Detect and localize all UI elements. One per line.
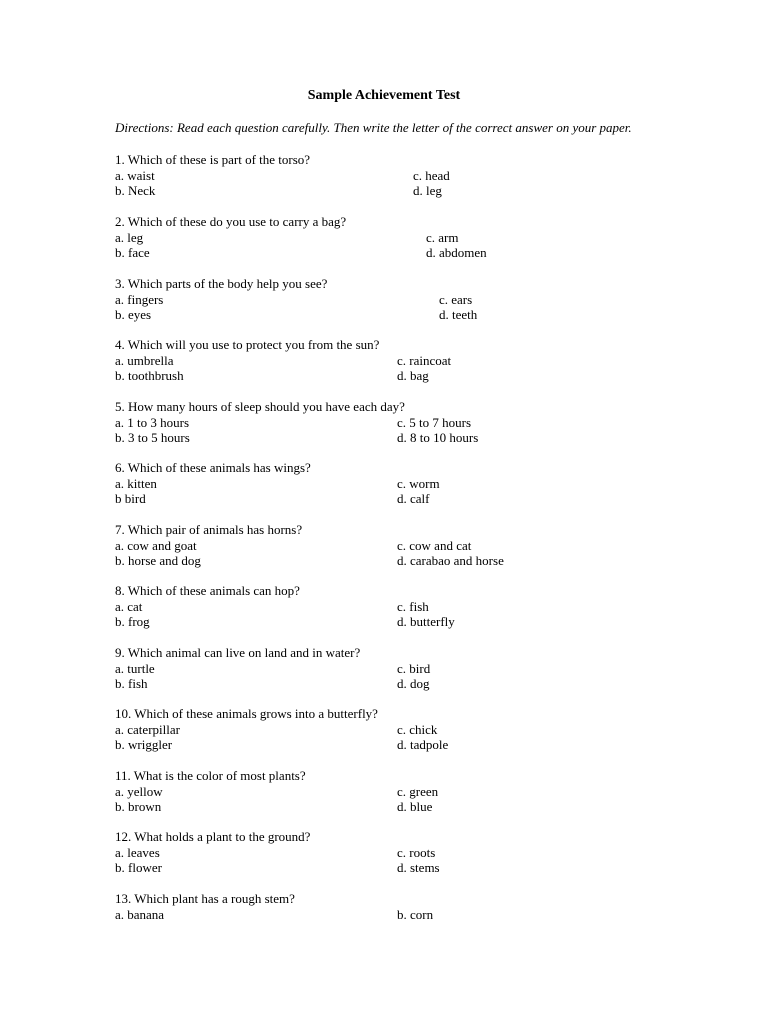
page-title: Sample Achievement Test (307, 88, 461, 103)
option-d: d. butterfly (397, 614, 455, 629)
option-d: d. 8 to 10 hours (397, 430, 479, 445)
question-text: 11. What is the color of most plants? (115, 768, 306, 783)
option-a: a. waist (115, 167, 155, 183)
option-b: b. eyes (115, 307, 152, 322)
option-a: a. leg (115, 229, 144, 245)
question-text: 4. Which will you use to protect you from the sun? (115, 337, 380, 352)
option-b: b. flower (115, 860, 162, 875)
question-text: 12. What holds a plant to the ground? (115, 829, 311, 844)
option-a: a. leaves (115, 844, 160, 860)
option-d: d. dog (397, 676, 430, 691)
option-b: b. horse and dog (115, 553, 201, 568)
option-c: c. chick (397, 721, 438, 737)
option-b: b. brown (115, 799, 162, 814)
option-a: a. 1 to 3 hours (115, 414, 190, 430)
option-c: c. arm (426, 229, 459, 245)
question-text: 13. Which plant has a rough stem? (115, 891, 295, 906)
option-d: d. calf (397, 491, 430, 506)
option-c: c. bird (397, 660, 431, 676)
option-c: c. cow and cat (397, 537, 472, 553)
question-text: 3. Which parts of the body help you see? (115, 276, 328, 291)
question-text: 10. Which of these animals grows into a butterfly? (115, 706, 378, 721)
question-text: 6. Which of these animals has wings? (115, 460, 311, 475)
option-c: c. head (413, 167, 450, 183)
option-a: a. cow and goat (115, 537, 197, 553)
option-a: a. fingers (115, 291, 164, 307)
option-a: a. yellow (115, 783, 163, 799)
option-b: b. toothbrush (115, 368, 184, 383)
option-a: a. caterpillar (115, 721, 180, 737)
question-text: 8. Which of these animals can hop? (115, 583, 300, 598)
option-d: d. teeth (439, 307, 478, 322)
option-a: a. kitten (115, 475, 157, 491)
option-a: a. turtle (115, 660, 155, 676)
option-b: b. frog (115, 614, 150, 629)
option-d: d. blue (397, 799, 433, 814)
option-a: a. cat (115, 598, 143, 614)
option-c: c. worm (397, 475, 440, 491)
question-text: 2. Which of these do you use to carry a bag? (115, 214, 347, 229)
question-text: 9. Which animal can live on land and in water? (115, 645, 361, 660)
option-d: d. abdomen (426, 245, 487, 260)
option-b: b. face (115, 245, 150, 260)
option-a: a. umbrella (115, 352, 174, 368)
option-b: b. corn (397, 906, 434, 922)
option-c: c. green (397, 783, 439, 799)
option-c: c. raincoat (397, 352, 452, 368)
option-d: d. bag (397, 368, 429, 383)
option-a: a. banana (115, 906, 165, 922)
option-c: c. ears (439, 291, 473, 307)
option-c: c. 5 to 7 hours (397, 414, 472, 430)
option-d: d. leg (413, 183, 442, 198)
option-d: d. tadpole (397, 737, 449, 752)
option-b: b. Neck (115, 183, 156, 198)
option-b: b. 3 to 5 hours (115, 430, 190, 445)
question-text: 5. How many hours of sleep should you have each day? (115, 399, 405, 414)
directions-text: Directions: Read each question carefully. Then write the letter of the correct answer on your paper. (115, 120, 632, 135)
option-b: b bird (115, 491, 146, 506)
question-text: 1. Which of these is part of the torso? (115, 152, 311, 167)
option-c: c. roots (397, 844, 436, 860)
option-b: b. wriggler (115, 737, 173, 752)
option-c: c. fish (397, 598, 429, 614)
option-d: d. carabao and horse (397, 553, 504, 568)
option-d: d. stems (397, 860, 440, 875)
option-b: b. fish (115, 676, 148, 691)
question-text: 7. Which pair of animals has horns? (115, 522, 303, 537)
